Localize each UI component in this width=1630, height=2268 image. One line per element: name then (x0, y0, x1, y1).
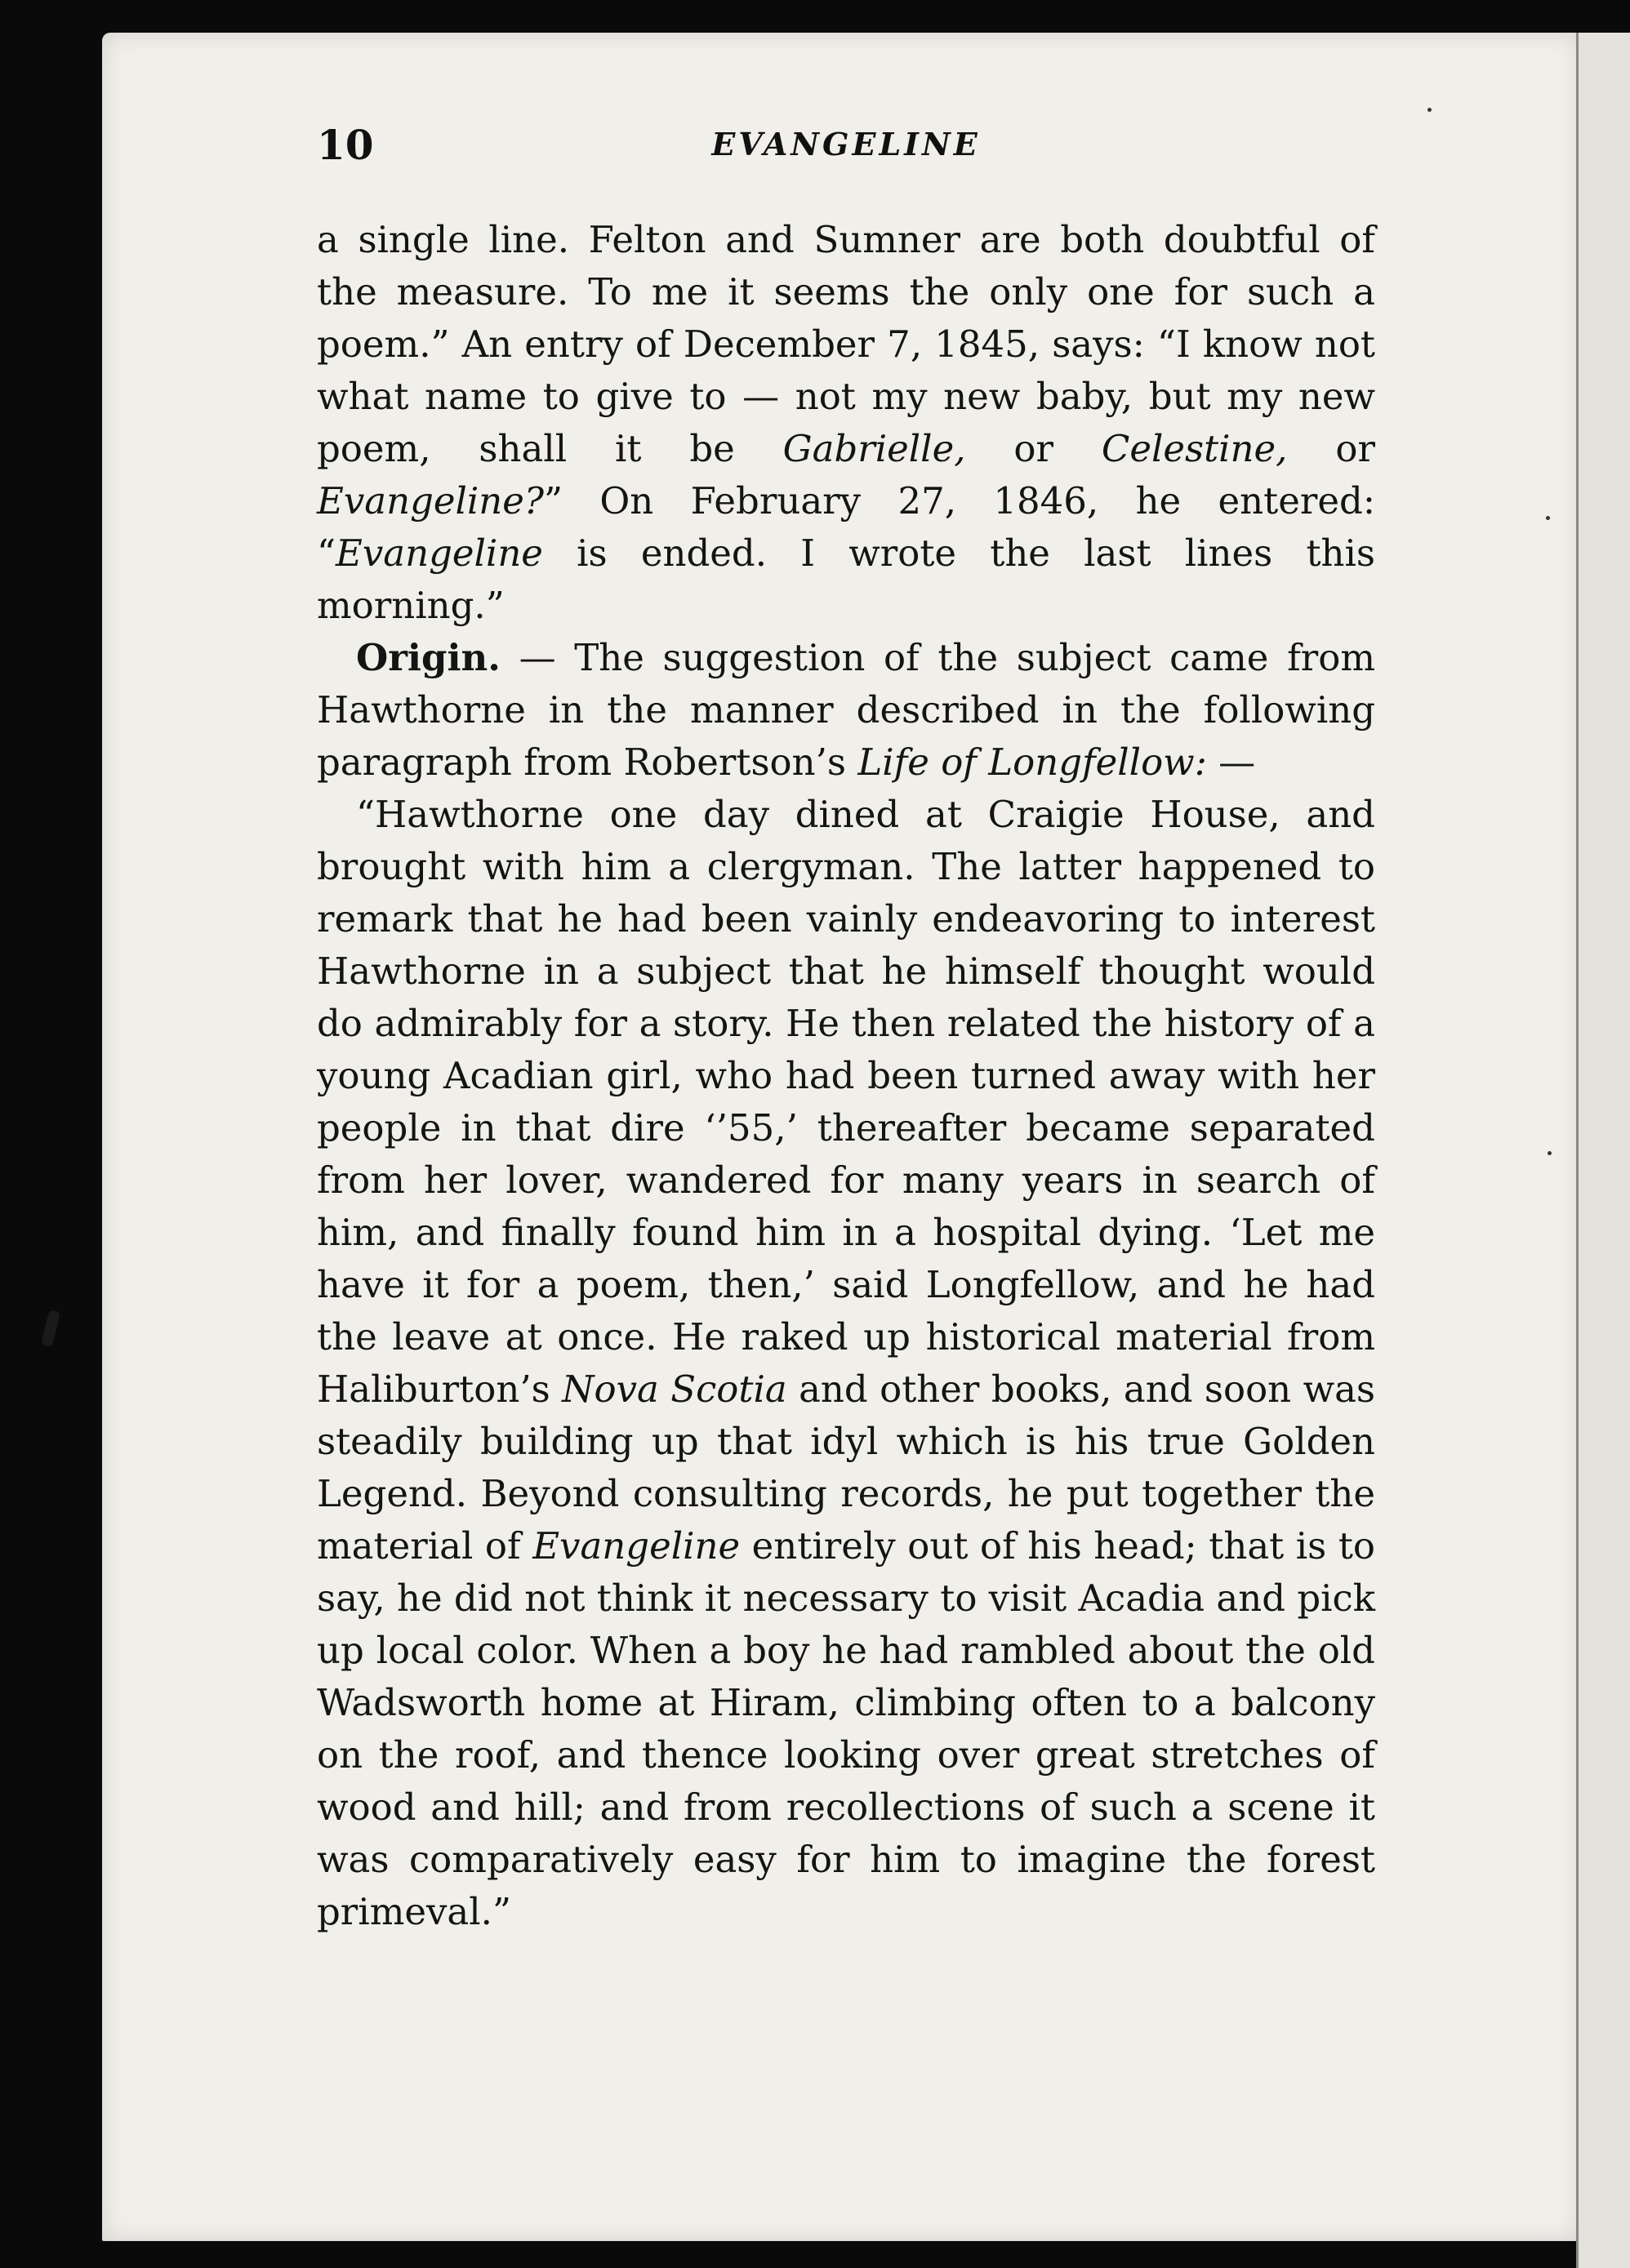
title-evangeline: Evangeline (336, 531, 543, 575)
text-run: ” On February 27, 1846, he entered: “ (317, 479, 1375, 575)
text-run: entirely out of his head; that is to say, he did not think it necessary to visit Acadia and pick up local color. When a boy he had rambled about the old Wadsworth home at Hiram, climbing often to a balcony on the roof, and thence looking over great stretches of wood and hill; and from recollections of such a scene it was comparatively easy for him to imagine the forest primeval.” (317, 1524, 1375, 1933)
scan-speck (1427, 108, 1432, 112)
text-run: “Hawthorne one day dined at Craigie House, and brought with him a clergyman. The latter happened to remark that he had been vainly endeavoring to interest Hawthorne in a subject that he himself thought would do admirably for a story. He then related the history of a young Acadian girl, who had been turned away with her people in that dire ‘’55,’ thereafter became separated from her lover, wandered for many years in search of him, and finally found him in a hospital dying. ‘Let me have it for a poem, then,’ said Longfellow, and he had the leave at once. He raked up historical material from Haliburton’s (317, 793, 1375, 1411)
scan-blemish (41, 1310, 60, 1347)
page-header (317, 121, 1375, 194)
text-run: is ended. I wrote the last lines this morning.” (317, 531, 1375, 627)
text-run: or (965, 427, 1102, 470)
text-run: a single line. Felton and Sumner are both doubtful of the measure. To me it seems the only one for such a poem.” An entry of December 7, 1845, says: “I know not what name to give to — not my new baby, but my new poem, shall it be (317, 218, 1375, 470)
text-run: and other books, and soon was steadily building up that idyl which is his true Golden Legend. Beyond consulting records, he put together the material of (317, 1367, 1376, 1568)
page-number: 10 (317, 121, 374, 169)
text-run: — (1206, 740, 1256, 784)
paragraph (317, 789, 1375, 1938)
facing-page-edge (1576, 33, 1630, 2268)
scan-speck (1546, 516, 1550, 520)
paragraph (317, 214, 1375, 632)
section-label-origin: Origin. (356, 636, 501, 679)
book-title: Nova Scotia (562, 1367, 787, 1411)
paragraph (317, 632, 1375, 789)
scan-speck (1548, 1151, 1552, 1155)
title-evangeline: Evangeline (532, 1524, 741, 1568)
body-text (317, 214, 1375, 1938)
title-celestine: Celestine, (1101, 427, 1288, 470)
title-gabrielle: Gabrielle, (782, 427, 966, 470)
title-evangeline: Evangeline? (317, 479, 545, 523)
text-run: or (1287, 427, 1375, 470)
text-run: — The suggestion of the subject came from Hawthorne in the manner described in the following paragraph from Robertson’s (317, 636, 1375, 784)
book-title: Life of Longfellow: (857, 740, 1207, 784)
running-head: EVANGELINE (711, 126, 981, 162)
